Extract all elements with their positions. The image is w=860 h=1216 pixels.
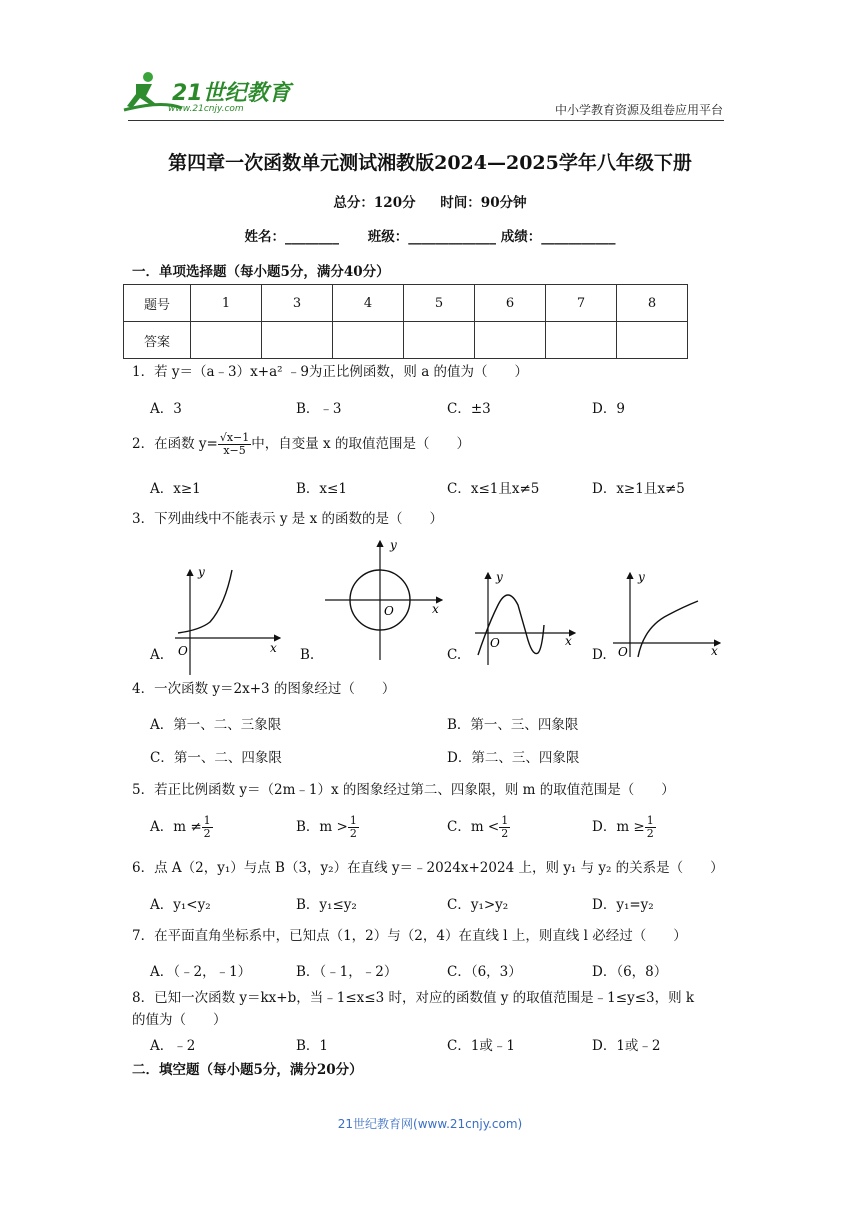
answer-cell[interactable] bbox=[617, 322, 688, 359]
axis-y-label: y bbox=[198, 565, 205, 579]
table-cell: 7 bbox=[546, 285, 617, 322]
option-label: D．m ≥ bbox=[592, 819, 645, 836]
fraction bbox=[499, 815, 510, 840]
logo-url: www.21cnjy.com bbox=[168, 104, 244, 114]
option: C．1或﹣1 bbox=[447, 1038, 516, 1054]
option: D. bbox=[592, 647, 607, 663]
option: B．第一、三、四象限 bbox=[447, 717, 579, 733]
option: C．第一、二、四象限 bbox=[150, 750, 282, 766]
fraction bbox=[202, 815, 213, 840]
option: D．1或﹣2 bbox=[592, 1038, 661, 1054]
answer-cell[interactable] bbox=[333, 322, 404, 359]
fraction-numerator: 1 bbox=[646, 814, 654, 827]
option: C．y₁>y₂ bbox=[447, 897, 509, 913]
fraction-numerator: 1 bbox=[203, 814, 211, 827]
option: B. bbox=[300, 647, 315, 663]
section-heading: 二．填空题（每小题5分，满分20分） bbox=[132, 1062, 363, 1078]
option: D．y₁=y₂ bbox=[592, 897, 654, 913]
fraction-numerator: 1 bbox=[349, 814, 357, 827]
option: C. bbox=[447, 647, 462, 663]
exam-meta bbox=[0, 191, 860, 211]
option: C．（6，3） bbox=[447, 964, 522, 980]
option-label: B．m > bbox=[296, 819, 348, 836]
table-row bbox=[124, 322, 688, 359]
table-cell: 答案 bbox=[124, 322, 191, 359]
origin-label: O bbox=[178, 644, 188, 658]
answer-cell[interactable] bbox=[475, 322, 546, 359]
fraction-denominator: 2 bbox=[646, 827, 654, 841]
option: A．﹣2 bbox=[150, 1038, 196, 1054]
table-cell: 5 bbox=[404, 285, 475, 322]
table-cell: 8 bbox=[617, 285, 688, 322]
axis-y-label: y bbox=[496, 570, 503, 584]
option bbox=[447, 815, 510, 840]
graph-c bbox=[470, 565, 610, 685]
option: B．x≤1 bbox=[296, 481, 347, 497]
platform-label: 中小学教育资源及组卷应用平台 bbox=[554, 103, 723, 117]
graph-d bbox=[608, 565, 748, 685]
option: D．x≥1且x≠5 bbox=[592, 481, 685, 497]
option: B．y₁≤y₂ bbox=[296, 897, 357, 913]
origin-label: O bbox=[490, 636, 500, 650]
question-stem: 7．在平面直角坐标系中，已知点（1，2）与（2，4）在直线 l 上，则直线 l 必经过（ ） bbox=[132, 928, 687, 944]
option bbox=[296, 815, 359, 840]
option: C．±3 bbox=[447, 401, 491, 417]
page-title: 第四章一次函数单元测试湘教版2024—2025学年八年级下册 bbox=[168, 152, 692, 174]
name-field[interactable]: 姓名：________ bbox=[244, 229, 340, 245]
option: A. bbox=[150, 647, 165, 663]
axis-x-label: x bbox=[711, 644, 718, 658]
answer-cell[interactable] bbox=[262, 322, 333, 359]
axis-x-label: x bbox=[565, 634, 572, 648]
answer-cell[interactable] bbox=[404, 322, 475, 359]
axis-y-label: y bbox=[390, 538, 397, 552]
option-label: C．m < bbox=[447, 819, 500, 836]
answer-cell[interactable] bbox=[191, 322, 262, 359]
option: B．（﹣1，﹣2） bbox=[296, 964, 398, 980]
option: B．1 bbox=[296, 1038, 329, 1054]
table-cell: 4 bbox=[333, 285, 404, 322]
student-fields bbox=[0, 225, 860, 245]
time-limit: 时间：90分钟 bbox=[440, 195, 527, 211]
option: D．（6，8） bbox=[592, 964, 668, 980]
question-stem: 4．一次函数 y＝2x+3 的图象经过（ ） bbox=[132, 681, 396, 697]
axis-y-label: y bbox=[638, 570, 645, 584]
fraction bbox=[348, 815, 359, 840]
option: A．y₁<y₂ bbox=[150, 897, 211, 913]
fraction-denominator: 2 bbox=[501, 827, 509, 841]
logo-text: 21世纪教育 bbox=[172, 81, 291, 106]
fraction-numerator: √x−1 bbox=[219, 431, 250, 444]
question-stem: 8．已知一次函数 y＝kx+b，当﹣1≤x≤3 时，对应的函数值 y 的取值范围是﹣1≤y≤3，则 k bbox=[132, 990, 695, 1006]
axis-x-label: x bbox=[270, 641, 277, 655]
option: C．x≤1且x≠5 bbox=[447, 481, 540, 497]
question-stem bbox=[132, 432, 732, 457]
footer-link[interactable]: 21世纪教育网(www.21cnjy.com) bbox=[337, 1117, 523, 1131]
table-cell: 6 bbox=[475, 285, 546, 322]
stem-text: 2．在函数 y= bbox=[132, 436, 218, 453]
option: A．3 bbox=[150, 401, 182, 417]
score-field[interactable]: 成绩：___________ bbox=[500, 229, 616, 245]
stem-text: 中，自变量 x 的取值范围是（ ） bbox=[251, 436, 470, 453]
total-score: 总分：120分 bbox=[333, 195, 416, 211]
fraction-denominator: 2 bbox=[203, 827, 211, 841]
fraction bbox=[218, 432, 251, 457]
table-cell: 3 bbox=[262, 285, 333, 322]
graph-a bbox=[170, 560, 310, 680]
question-stem: 3．下列曲线中不能表示 y 是 x 的函数的是（ ） bbox=[132, 511, 443, 527]
option: A．第一、二、三象限 bbox=[150, 717, 282, 733]
question-stem: 5．若正比例函数 y＝（2m﹣1）x 的图象经过第二、四象限，则 m 的取值范围是（ ） bbox=[132, 782, 675, 798]
graph-b bbox=[320, 535, 450, 665]
option: D．第二、三、四象限 bbox=[447, 750, 580, 766]
fraction-denominator: x−5 bbox=[223, 444, 246, 458]
question-stem-continued: 的值为（ ） bbox=[132, 1012, 227, 1028]
origin-label: O bbox=[384, 604, 394, 618]
table-row bbox=[124, 285, 688, 322]
option bbox=[592, 815, 656, 840]
origin-label: O bbox=[618, 645, 628, 659]
fraction-numerator: 1 bbox=[501, 814, 509, 827]
option: D．9 bbox=[592, 401, 625, 417]
section-heading: 一．单项选择题（每小题5分，满分40分） bbox=[132, 264, 390, 280]
fraction-denominator: 2 bbox=[349, 827, 357, 841]
answer-cell[interactable] bbox=[546, 322, 617, 359]
option: B．﹣3 bbox=[296, 401, 342, 417]
question-stem: 1．若 y＝（a﹣3）x+a² ﹣9为正比例函数，则 a 的值为（ ） bbox=[132, 364, 529, 380]
option: A．（﹣2，﹣1） bbox=[150, 964, 252, 980]
table-cell: 1 bbox=[191, 285, 262, 322]
header-divider bbox=[128, 120, 724, 121]
option bbox=[150, 815, 213, 840]
axis-x-label: x bbox=[432, 602, 439, 616]
fraction bbox=[645, 815, 656, 840]
class-field[interactable]: 班级：_____________ bbox=[367, 229, 496, 245]
option: A．x≥1 bbox=[150, 481, 201, 497]
option-label: A．m ≠ bbox=[150, 819, 202, 836]
question-stem: 6．点 A（2，y₁）与点 B（3，y₂）在直线 y＝﹣2024x+2024 上，则 y₁ 与 y₂ 的关系是（ ） bbox=[132, 860, 724, 876]
table-cell: 题号 bbox=[124, 285, 191, 322]
answer-table bbox=[123, 284, 688, 359]
